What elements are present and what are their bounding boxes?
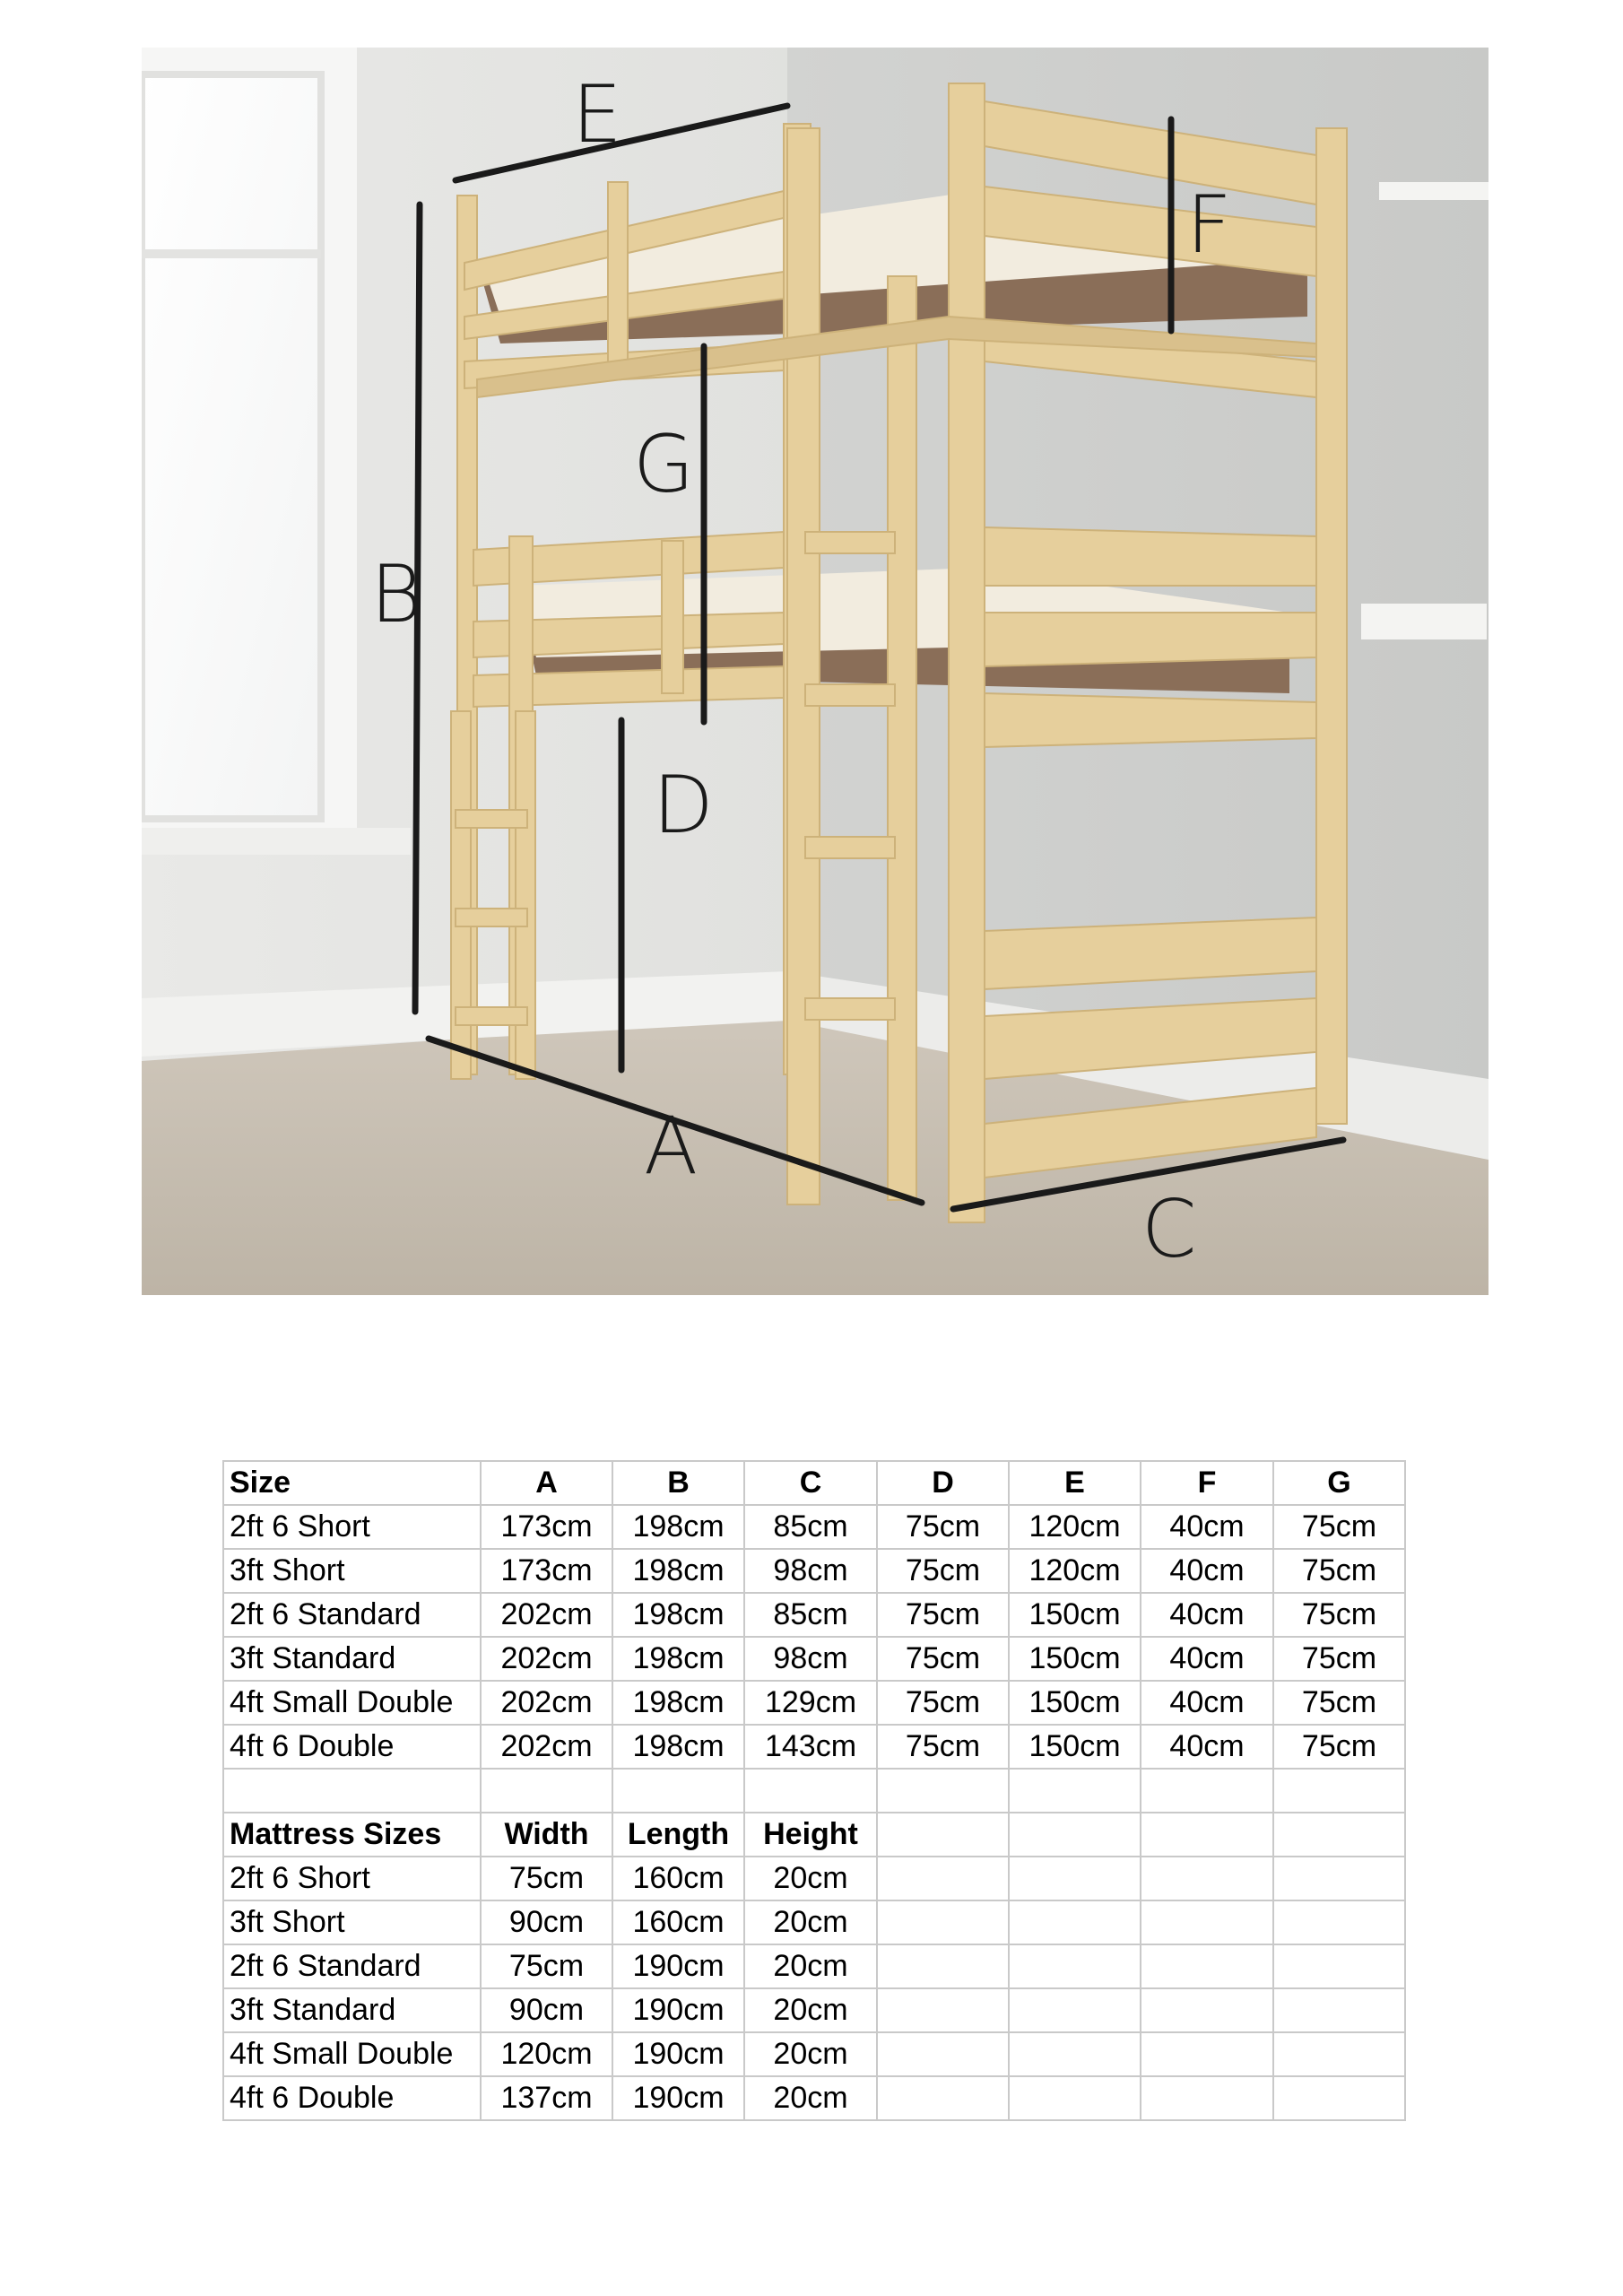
header-a: A	[481, 1461, 612, 1505]
header-g: G	[1273, 1461, 1405, 1505]
header-b: B	[612, 1461, 744, 1505]
mattress-size-row	[223, 1857, 1405, 1900]
dimension-cell: 75cm	[877, 1593, 1009, 1637]
dimension-cell: 75cm	[877, 1637, 1009, 1681]
dimension-cell: 75cm	[1273, 1681, 1405, 1725]
size-name-cell: 2ft 6 Short	[223, 1857, 481, 1900]
dimension-cell: 202cm	[481, 1637, 612, 1681]
bed-size-row	[223, 1505, 1405, 1549]
dimension-cell: 150cm	[1009, 1637, 1141, 1681]
empty-cell	[877, 1988, 1009, 2032]
empty-cell	[1273, 1944, 1405, 1988]
empty-cell	[1009, 1944, 1141, 1988]
dimension-cell: 129cm	[744, 1681, 877, 1725]
header-width: Width	[481, 1813, 612, 1857]
empty-cell	[877, 2076, 1009, 2120]
empty-cell	[1141, 2076, 1273, 2120]
dimension-cell: 85cm	[744, 1505, 877, 1549]
dimension-cell: 20cm	[744, 1944, 877, 1988]
dimension-cell: 190cm	[612, 2032, 744, 2076]
dimension-cell: 40cm	[1141, 1593, 1273, 1637]
dimension-cell: 198cm	[612, 1681, 744, 1725]
mattress-header-row	[223, 1813, 1405, 1857]
dimension-cell: 160cm	[612, 1857, 744, 1900]
dimension-cell: 90cm	[481, 1900, 612, 1944]
bed-header-row	[223, 1461, 1405, 1505]
empty-cell	[1141, 2032, 1273, 2076]
empty-cell	[877, 2032, 1009, 2076]
dimension-cell: 190cm	[612, 2076, 744, 2120]
dimension-cell: 20cm	[744, 1988, 877, 2032]
empty-cell	[877, 1944, 1009, 1988]
empty-cell	[877, 1857, 1009, 1900]
dimension-cell: 198cm	[612, 1505, 744, 1549]
mattress-size-row	[223, 1944, 1405, 1988]
label-d: D	[653, 759, 714, 851]
empty-cell	[1009, 1988, 1141, 2032]
size-name-cell: 4ft Small Double	[223, 2032, 481, 2076]
dimension-cell: 75cm	[1273, 1637, 1405, 1681]
mattress-size-row	[223, 2032, 1405, 2076]
header-length: Length	[612, 1813, 744, 1857]
dimension-cell: 20cm	[744, 2032, 877, 2076]
size-name-cell: 3ft Short	[223, 1900, 481, 1944]
dimensions-table	[222, 1460, 1406, 2121]
dimension-cell: 75cm	[1273, 1505, 1405, 1549]
empty-cell	[1009, 2076, 1141, 2120]
dimension-cell: 75cm	[481, 1944, 612, 1988]
size-name-cell: 4ft Small Double	[223, 1681, 481, 1725]
dimension-cell: 198cm	[612, 1637, 744, 1681]
dimension-cell: 20cm	[744, 1857, 877, 1900]
bed-size-row	[223, 1637, 1405, 1681]
mattress-size-row	[223, 2076, 1405, 2120]
bed-size-rows	[223, 1461, 1405, 1769]
dimension-cell: 75cm	[1273, 1725, 1405, 1769]
dimension-cell: 120cm	[1009, 1549, 1141, 1593]
dimension-cell: 190cm	[612, 1944, 744, 1988]
mattress-size-row	[223, 1988, 1405, 2032]
size-name-cell: 3ft Short	[223, 1549, 481, 1593]
dimension-cell: 150cm	[1009, 1725, 1141, 1769]
label-a: A	[644, 1100, 699, 1192]
dimension-cell: 40cm	[1141, 1637, 1273, 1681]
dimension-cell: 173cm	[481, 1505, 612, 1549]
header-mattress-sizes: Mattress Sizes	[223, 1813, 481, 1857]
header-d: D	[877, 1461, 1009, 1505]
label-b: B	[370, 548, 422, 640]
empty-cell	[1273, 1988, 1405, 2032]
header-f: F	[1141, 1461, 1273, 1505]
dimension-cell: 202cm	[481, 1593, 612, 1637]
dimension-cell: 98cm	[744, 1549, 877, 1593]
bed-size-row	[223, 1681, 1405, 1725]
header-c: C	[744, 1461, 877, 1505]
header-e: E	[1009, 1461, 1141, 1505]
empty-cell	[1141, 1944, 1273, 1988]
header-height: Height	[744, 1813, 877, 1857]
empty-cell	[1273, 2076, 1405, 2120]
label-g: G	[633, 418, 695, 510]
dimension-cell: 198cm	[612, 1593, 744, 1637]
dimension-cell: 75cm	[1273, 1549, 1405, 1593]
dimension-cell: 20cm	[744, 2076, 877, 2120]
size-name-cell: 2ft 6 Standard	[223, 1944, 481, 1988]
dimension-cell: 160cm	[612, 1900, 744, 1944]
dimension-cell: 85cm	[744, 1593, 877, 1637]
header-size: Size	[223, 1461, 481, 1505]
mattress-size-row	[223, 1900, 1405, 1944]
size-name-cell: 2ft 6 Standard	[223, 1593, 481, 1637]
empty-cell	[1009, 1900, 1141, 1944]
dimension-cell: 150cm	[1009, 1681, 1141, 1725]
size-name-cell: 3ft Standard	[223, 1988, 481, 2032]
dimension-cell: 198cm	[612, 1549, 744, 1593]
mattress-size-rows	[223, 1813, 1405, 2120]
dimension-cell: 75cm	[877, 1725, 1009, 1769]
dimension-cell: 98cm	[744, 1637, 877, 1681]
empty-cell	[877, 1900, 1009, 1944]
empty-cell	[1141, 1900, 1273, 1944]
dimension-cell: 75cm	[481, 1857, 612, 1900]
dimension-cell: 40cm	[1141, 1681, 1273, 1725]
size-name-cell: 4ft 6 Double	[223, 2076, 481, 2120]
dimension-cell: 202cm	[481, 1725, 612, 1769]
label-c: C	[1141, 1183, 1197, 1275]
empty-cell	[1273, 1900, 1405, 1944]
dimension-cell: 75cm	[877, 1549, 1009, 1593]
dimension-cell: 173cm	[481, 1549, 612, 1593]
dimension-cell: 40cm	[1141, 1549, 1273, 1593]
bed-size-row	[223, 1549, 1405, 1593]
dimension-cell: 190cm	[612, 1988, 744, 2032]
dimension-cell: 75cm	[877, 1505, 1009, 1549]
dimension-cell: 20cm	[744, 1900, 877, 1944]
dimension-cell: 143cm	[744, 1725, 877, 1769]
empty-cell	[1141, 1988, 1273, 2032]
spacer-row	[223, 1769, 1405, 1813]
dimension-cell: 150cm	[1009, 1593, 1141, 1637]
dimension-cell: 75cm	[1273, 1593, 1405, 1637]
size-name-cell: 4ft 6 Double	[223, 1725, 481, 1769]
spacer-section	[223, 1769, 1405, 1813]
dimension-cell: 120cm	[481, 2032, 612, 2076]
dimension-cell: 120cm	[1009, 1505, 1141, 1549]
bed-size-row	[223, 1593, 1405, 1637]
empty-cell	[1273, 1857, 1405, 1900]
label-e: E	[572, 68, 622, 161]
dimension-cell: 40cm	[1141, 1505, 1273, 1549]
empty-cell	[1273, 2032, 1405, 2076]
bed-size-row	[223, 1725, 1405, 1769]
dimension-cell: 198cm	[612, 1725, 744, 1769]
empty-cell	[1009, 1857, 1141, 1900]
dimension-cell: 137cm	[481, 2076, 612, 2120]
size-name-cell: 3ft Standard	[223, 1637, 481, 1681]
label-f: F	[1186, 178, 1232, 271]
dimension-cell: 75cm	[877, 1681, 1009, 1725]
empty-cell	[1009, 2032, 1141, 2076]
dimension-cell: 40cm	[1141, 1725, 1273, 1769]
dimension-cell: 90cm	[481, 1988, 612, 2032]
dimension-cell: 202cm	[481, 1681, 612, 1725]
size-name-cell: 2ft 6 Short	[223, 1505, 481, 1549]
bunk-bed-dimension-photo	[142, 48, 1488, 1295]
empty-cell	[1141, 1857, 1273, 1900]
